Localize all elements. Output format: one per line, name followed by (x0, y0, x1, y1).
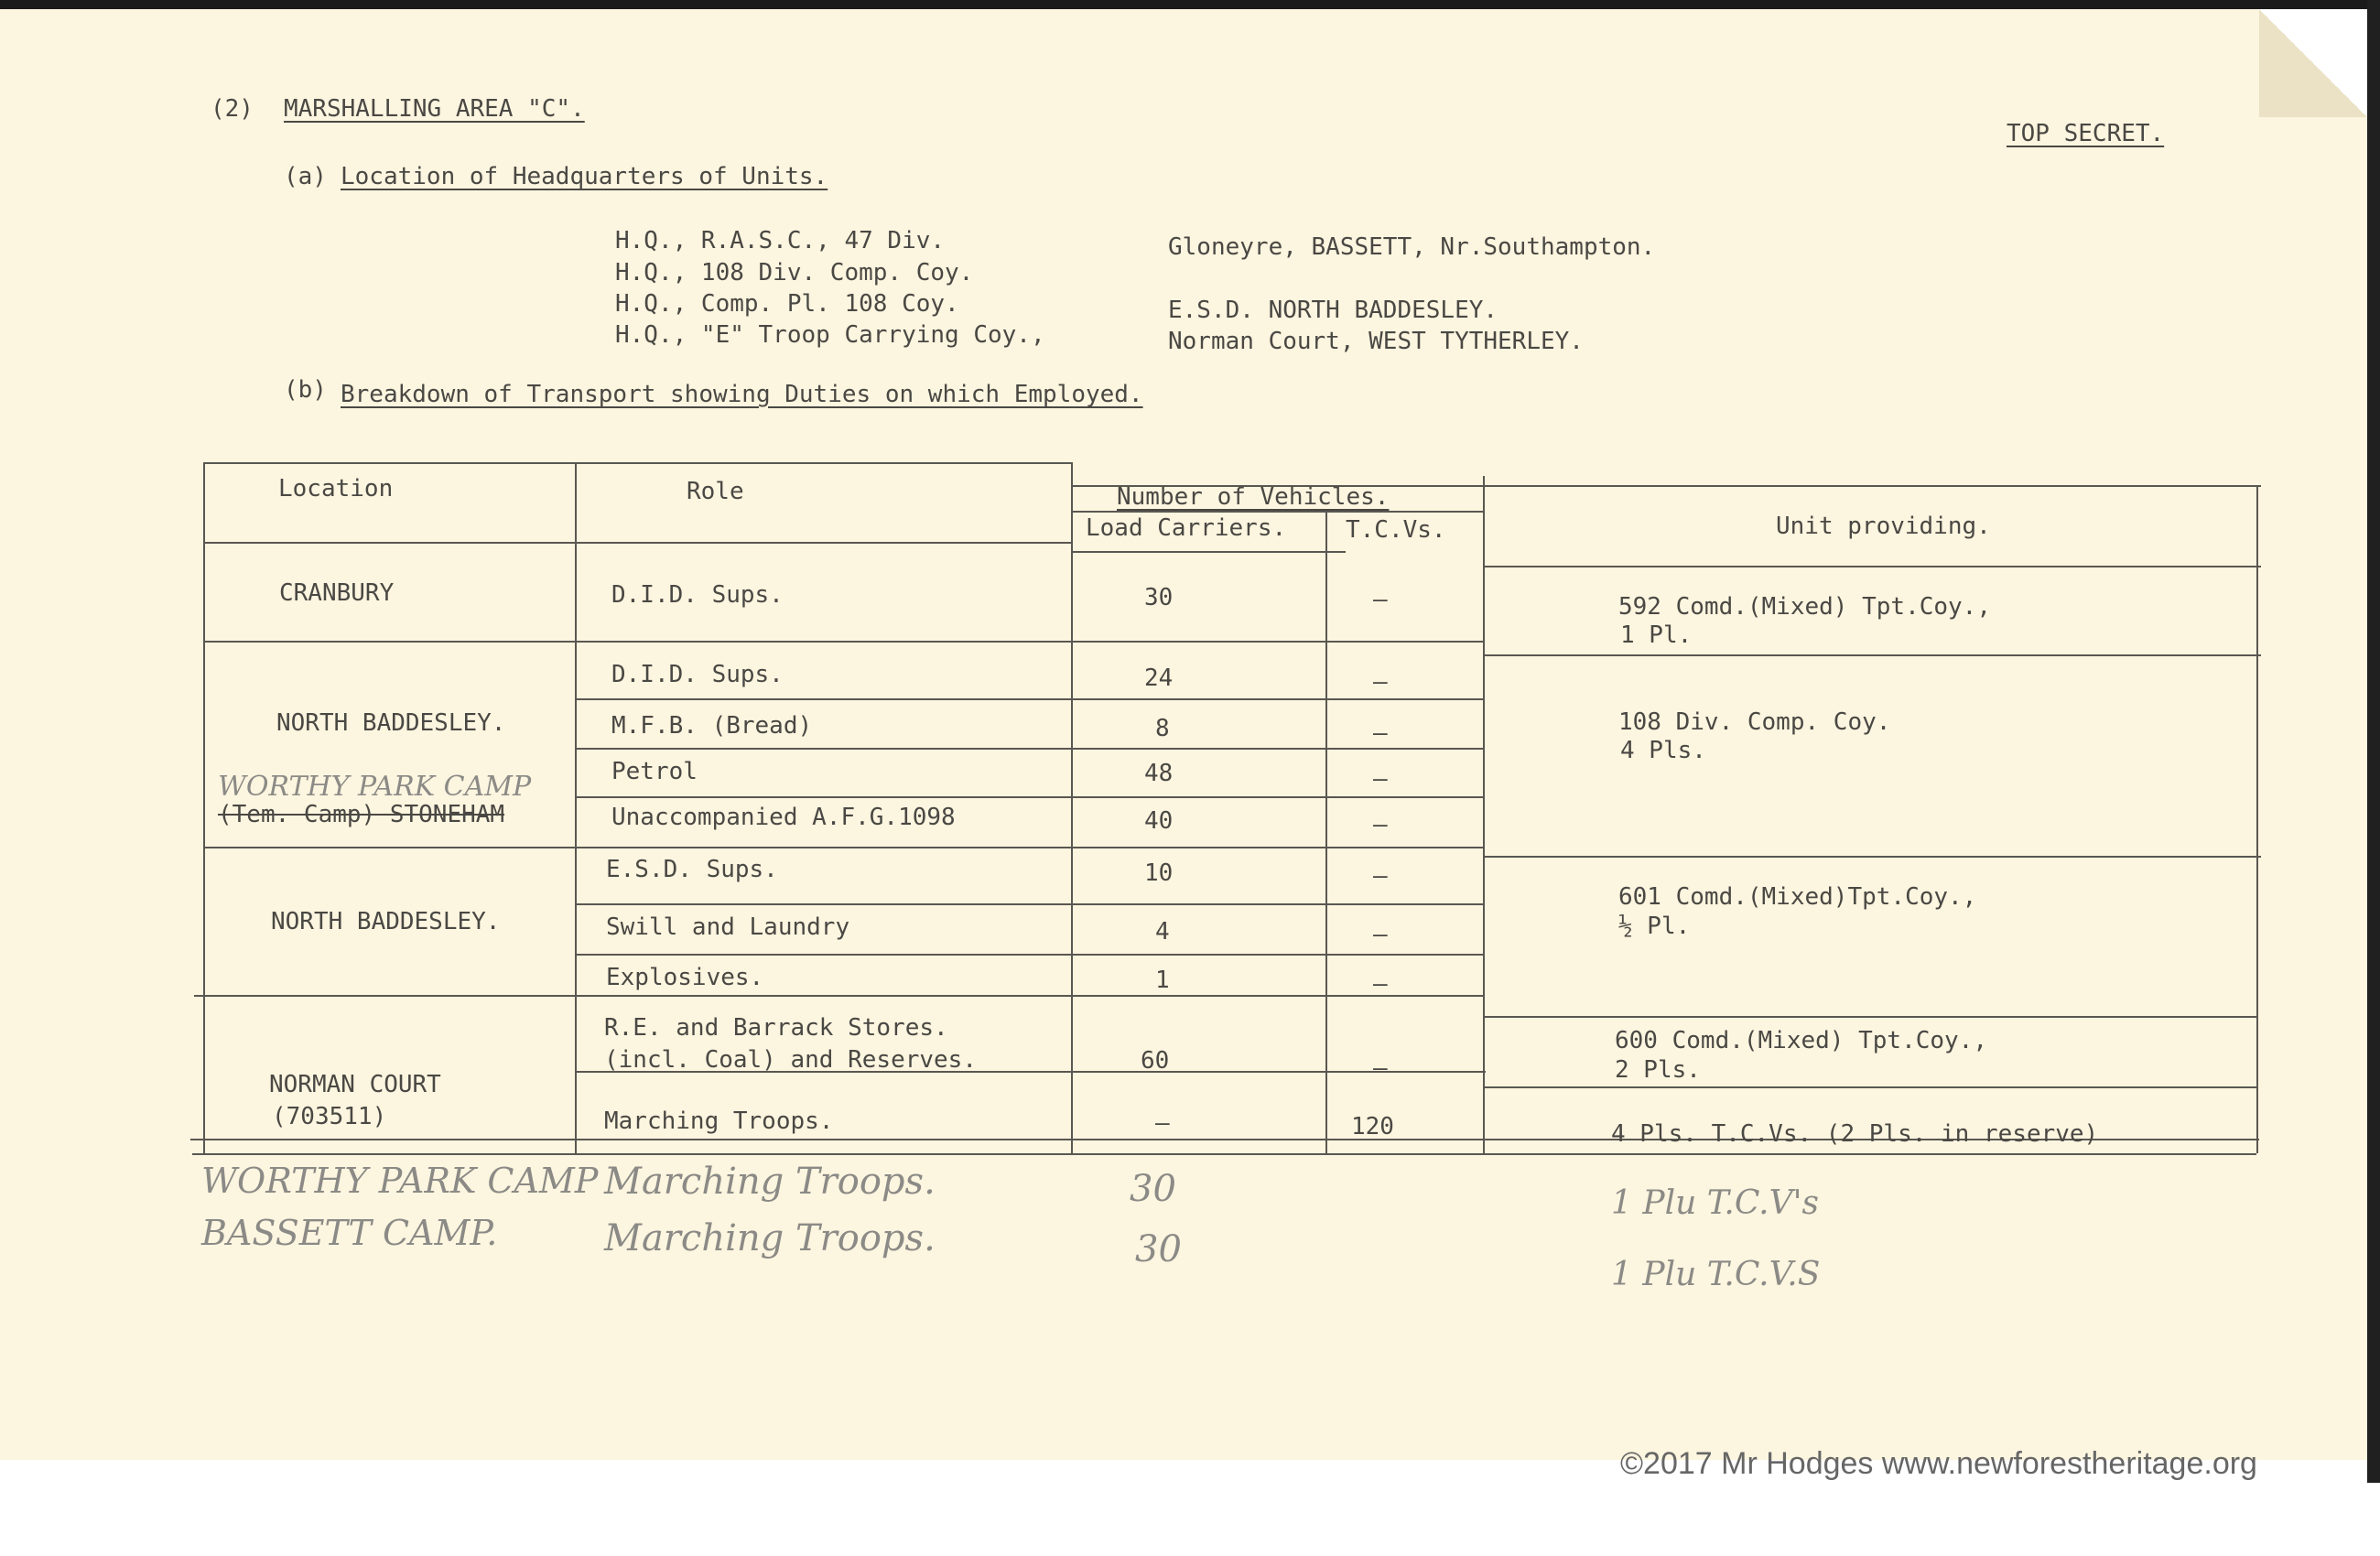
header-location: Location (278, 475, 394, 502)
header-number-of-vehicles: Number of Vehicles. (1117, 483, 1390, 511)
table-rule (203, 641, 1485, 643)
hq-unit: H.Q., Comp. Pl. 108 Coy. (615, 290, 959, 318)
folded-corner (2259, 9, 2367, 117)
unit-providing-cell: 4 Pls. (1620, 737, 1706, 764)
hq-unit: H.Q., "E" Troop Carrying Coy., (615, 321, 1045, 349)
tcvs-cell: – (1373, 668, 1388, 696)
section-number: (2) (211, 95, 254, 123)
role-cell: Swill and Laundry (606, 913, 850, 941)
tcvs-cell: 120 (1351, 1113, 1394, 1140)
table-rule (1483, 1086, 2256, 1088)
handwritten-role: Marching Troops. (604, 1217, 936, 1259)
load-carriers-cell: 48 (1144, 760, 1174, 787)
header-unit-providing: Unit providing. (1776, 513, 1991, 540)
role-cell: R.E. and Barrack Stores. (604, 1014, 948, 1042)
location-worthy-park-handwritten: WORTHY PARK CAMP (218, 771, 532, 803)
role-cell: M.F.B. (Bread) (611, 712, 813, 740)
role-cell: Marching Troops. (604, 1108, 834, 1135)
table-rule (1483, 476, 1485, 1153)
load-carriers-cell: 30 (1144, 584, 1174, 611)
role-cell: (incl. Coal) and Reserves. (604, 1046, 977, 1074)
header-role: Role (687, 478, 744, 505)
hq-unit: H.Q., 108 Div. Comp. Coy. (615, 259, 974, 286)
document-title: MARSHALLING AREA "C". (284, 95, 585, 123)
header-tcvs: T.C.Vs. (1346, 516, 1446, 544)
table-rule (203, 462, 205, 1153)
scan-right-edge (2367, 0, 2380, 1483)
table-rule (2256, 485, 2258, 1153)
load-carriers-cell: 40 (1144, 807, 1174, 835)
load-carriers-cell: 1 (1155, 967, 1170, 994)
unit-providing-cell: 1 Pl. (1620, 621, 1693, 649)
tcvs-cell: – (1373, 970, 1388, 998)
table-rule (203, 847, 1485, 848)
unit-providing-cell: ½ Pl. (1618, 913, 1691, 940)
hq-heading: Location of Headquarters of Units. (341, 163, 828, 190)
load-carriers-cell: 60 (1141, 1047, 1170, 1075)
table-rule (1483, 1016, 2256, 1018)
tcvs-cell: – (1373, 1054, 1388, 1082)
role-cell: E.S.D. Sups. (606, 856, 778, 883)
table-rule (1483, 856, 2261, 858)
table-rule (194, 995, 1485, 997)
classification-label: TOP SECRET. (2007, 120, 2165, 147)
location-grid-reference: (703511) (272, 1103, 387, 1130)
table-rule (575, 954, 1483, 956)
table-rule (575, 462, 577, 1153)
role-cell: Unaccompanied A.F.G.1098 (611, 804, 956, 831)
table-rule (1071, 462, 1073, 1153)
unit-providing-cell: 600 Comd.(Mixed) Tpt.Coy., (1615, 1027, 1987, 1054)
tcvs-cell: – (1373, 862, 1388, 890)
unit-providing-cell: 4 Pls. T.C.Vs. (2 Pls. in reserve) (1611, 1120, 2099, 1148)
scan-top-edge (0, 0, 2380, 9)
table-rule (1483, 654, 2261, 656)
handwritten-role: Marching Troops. (604, 1161, 936, 1203)
table-rule (203, 462, 1071, 464)
table-rule (575, 698, 1483, 700)
load-carriers-cell: – (1155, 1109, 1170, 1137)
table-rule (575, 748, 1483, 750)
unit-providing-cell: 592 Comd.(Mixed) Tpt.Coy., (1618, 593, 1991, 621)
role-cell: D.I.D. Sups. (611, 581, 784, 609)
table-rule (1325, 511, 1327, 1153)
load-carriers-cell: 8 (1155, 715, 1170, 742)
table-rule (203, 542, 1071, 544)
tcvs-cell: – (1373, 765, 1388, 793)
table-rule (575, 903, 1483, 905)
table-rule (1071, 551, 1346, 553)
location-cranbury: CRANBURY (279, 579, 395, 607)
location-north-baddesley: NORTH BADDESLEY. (271, 908, 501, 935)
load-carriers-cell: 4 (1155, 918, 1170, 945)
handwritten-count: 30 (1135, 1228, 1182, 1270)
breakdown-heading: Breakdown of Transport showing Duties on which Employed. (341, 381, 1143, 408)
table-rule (192, 1153, 2256, 1155)
table-rule (575, 796, 1483, 798)
unit-providing-cell: 108 Div. Comp. Coy. (1618, 708, 1891, 736)
tcvs-cell: – (1373, 719, 1388, 747)
handwritten-unit: 1 Plu T.C.V's (1611, 1184, 1819, 1222)
unit-providing-cell: 601 Comd.(Mixed)Tpt.Coy., (1618, 883, 1977, 911)
tcvs-cell: – (1373, 586, 1388, 613)
hq-location: Gloneyre, BASSETT, Nr.Southampton. (1168, 233, 1656, 261)
load-carriers-cell: 10 (1144, 859, 1174, 887)
role-cell: Explosives. (606, 964, 764, 991)
breakdown-heading-prefix: (b) (284, 376, 327, 404)
hq-unit: H.Q., R.A.S.C., 47 Div. (615, 227, 946, 254)
handwritten-location: BASSETT CAMP. (201, 1213, 498, 1253)
hq-location: Norman Court, WEST TYTHERLEY. (1168, 328, 1584, 355)
hq-location: E.S.D. NORTH BADDESLEY. (1168, 297, 1498, 324)
table-rule (1483, 566, 2261, 567)
role-cell: D.I.D. Sups. (611, 661, 784, 688)
hq-heading-prefix: (a) (284, 163, 327, 190)
tcvs-cell: – (1373, 921, 1388, 948)
header-load-carriers: Load Carriers. (1086, 514, 1287, 542)
role-cell: Petrol (611, 758, 698, 785)
tcvs-cell: – (1373, 811, 1388, 838)
handwritten-count: 30 (1130, 1168, 1176, 1210)
handwritten-location: WORTHY PARK CAMP (201, 1161, 599, 1201)
location-stoneham-struck: (Tem. Camp) STONEHAM (218, 801, 505, 828)
load-carriers-cell: 24 (1144, 665, 1174, 692)
location-norman-court: NORMAN COURT (269, 1071, 441, 1098)
unit-providing-cell: 2 Pls. (1615, 1056, 1701, 1084)
location-north-baddesley: NORTH BADDESLEY. (276, 709, 506, 737)
handwritten-unit: 1 Plu T.C.V.S (1611, 1256, 1821, 1293)
copyright-notice: ©2017 Mr Hodges www.newforestheritage.org (1620, 1446, 2257, 1481)
